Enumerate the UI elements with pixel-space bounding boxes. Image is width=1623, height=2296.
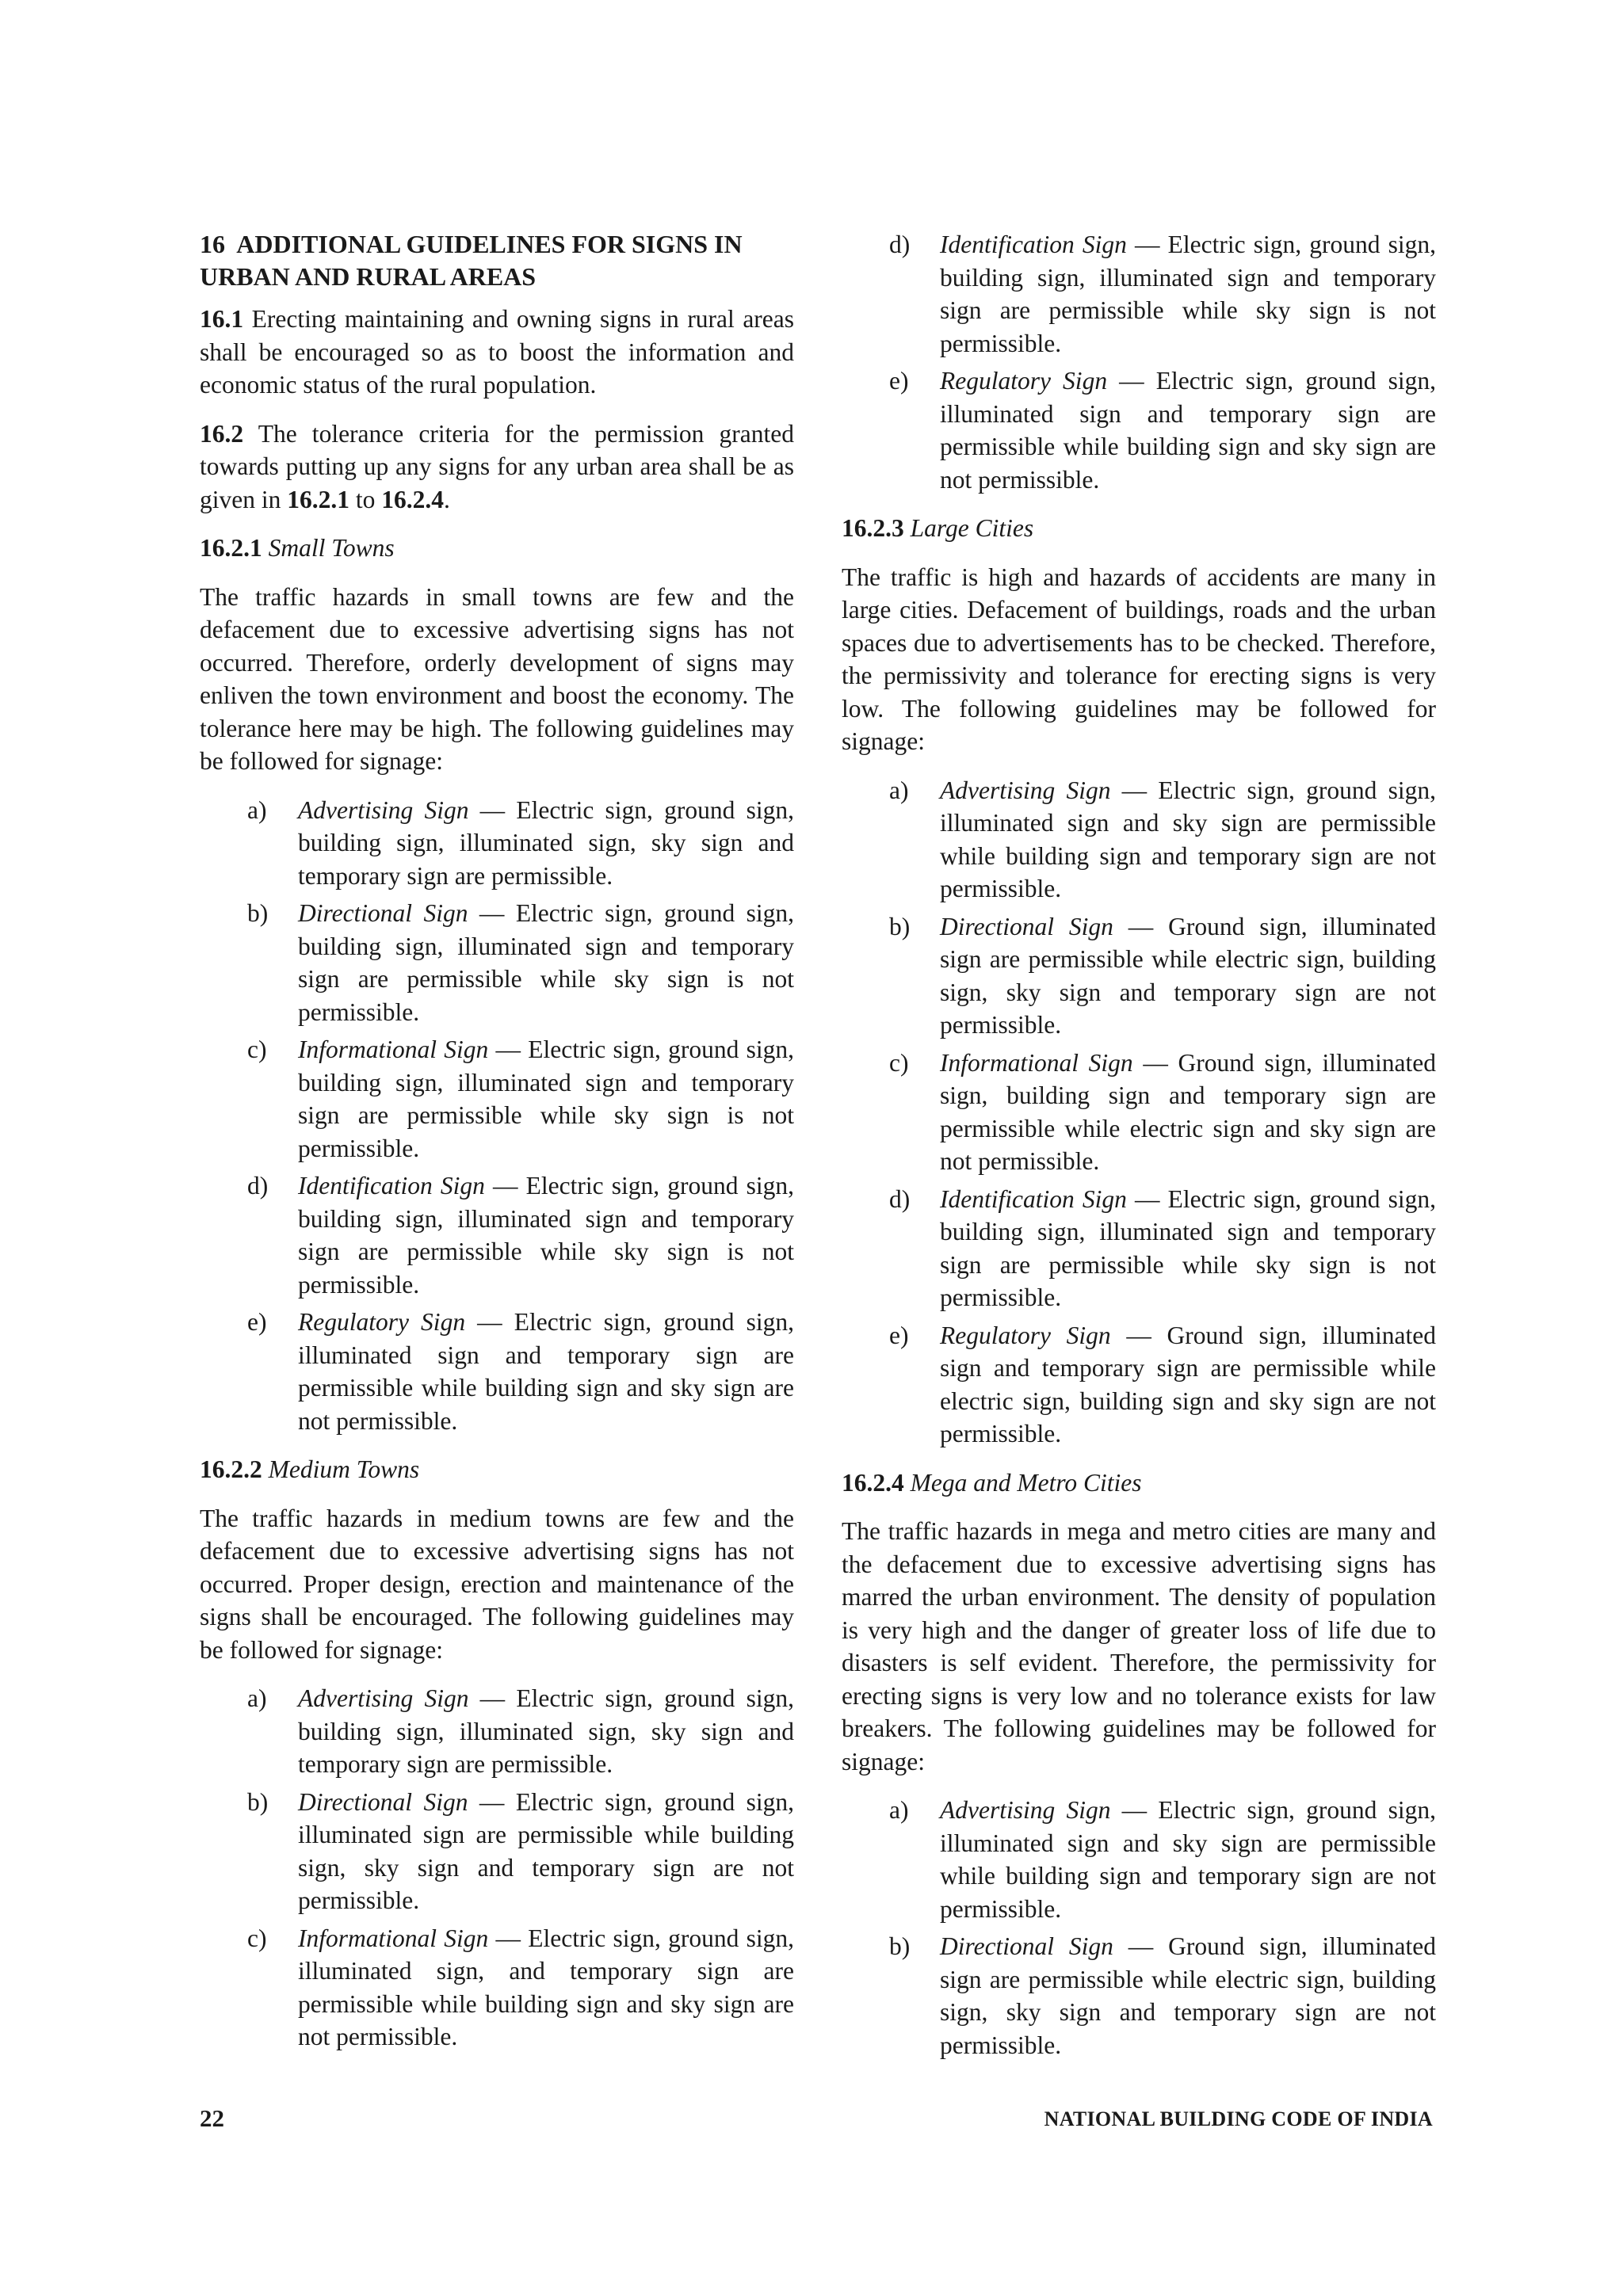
item-title: Directional Sign	[940, 1932, 1113, 1960]
list-item	[842, 1794, 1436, 1925]
guideline-list-medium-towns-part1	[200, 1682, 794, 2054]
clause-text: Erecting maintaining and owning signs in rural areas shall be encouraged so as to boost the information and economic status of the rural population.	[200, 305, 795, 399]
item-label: a)	[889, 776, 909, 804]
item-title: Identification Sign	[298, 1172, 485, 1199]
paragraph-16-1	[200, 303, 794, 402]
item-text: — Electric sign, ground sign, illuminated sign and sky sign are permissible while building sign and temporary sign are not permissible.	[940, 776, 1436, 902]
left-column	[200, 228, 794, 2069]
item-title: Informational Sign	[298, 1035, 489, 1063]
item-text: — Electric sign, ground sign, building sign, illuminated sign and temporary sign are permissible while sky sign is not permissible.	[940, 231, 1436, 357]
paragraph-16-2	[200, 418, 794, 517]
item-text: — Electric sign, ground sign, illuminated sign and sky sign are permissible while building sign and temporary sign are not permissible.	[940, 1796, 1436, 1923]
subsection-title: Small Towns	[268, 534, 395, 562]
guideline-list-large-cities	[842, 774, 1436, 1451]
subsection-heading-large-cities	[842, 512, 1436, 545]
clause-number: 16.2	[200, 419, 244, 448]
item-label: b)	[889, 1932, 911, 1960]
list-item	[842, 1183, 1436, 1314]
item-title: Directional Sign	[298, 1787, 468, 1816]
item-label: c)	[247, 1035, 267, 1063]
item-title: Advertising Sign	[298, 795, 469, 824]
section-number: 16	[200, 230, 225, 258]
item-text: — Electric sign, ground sign, building sign, illuminated sign, sky sign and temporary sign are permissible.	[298, 795, 794, 890]
item-label: b)	[889, 912, 911, 940]
item-text: — Electric sign, ground sign, building sign, illuminated sign and temporary sign are permissible while sky sign is not permissible.	[298, 1035, 794, 1162]
list-item	[200, 1306, 794, 1437]
right-column	[842, 228, 1436, 2077]
list-item	[842, 1319, 1436, 1451]
subsection-number: 16.2.4	[842, 1468, 904, 1497]
cross-reference: 16.2.4	[381, 485, 445, 513]
subsection-title: Medium Towns	[268, 1455, 420, 1483]
item-title: Directional Sign	[298, 899, 468, 927]
item-title: Directional Sign	[940, 912, 1113, 940]
item-text: — Ground sign, illuminated sign and temporary sign are permissible while electric sign, building sign and sky sign are not permissible.	[940, 1321, 1436, 1447]
item-label: c)	[889, 1048, 909, 1077]
item-text: — Electric sign, ground sign, illuminated sign and temporary sign are permissible while building sign and sky sign are not permissible.	[940, 367, 1437, 494]
list-item	[200, 1033, 794, 1165]
subsection-number: 16.2.3	[842, 514, 904, 542]
item-title: Identification Sign	[940, 231, 1127, 258]
subsection-heading-medium-towns	[200, 1453, 794, 1486]
item-title: Regulatory Sign	[298, 1308, 466, 1336]
guideline-list-mega-cities	[842, 1794, 1436, 2061]
publication-title: NATIONAL BUILDING CODE OF INDIA	[1044, 2107, 1433, 2130]
item-label: a)	[247, 1684, 267, 1712]
item-label: d)	[889, 231, 911, 258]
connector-text: to	[355, 485, 376, 513]
guideline-list-small-towns	[200, 794, 794, 1438]
list-item	[842, 228, 1436, 360]
item-title: Regulatory Sign	[940, 367, 1108, 395]
item-title: Advertising Sign	[940, 776, 1111, 804]
list-item	[842, 364, 1436, 496]
page-number: 22	[200, 2104, 224, 2132]
item-text: — Electric sign, ground sign, building sign, illuminated sign, sky sign and temporary sign are permissible.	[298, 1684, 794, 1778]
list-item	[842, 1047, 1436, 1178]
list-item	[842, 774, 1436, 906]
item-label: b)	[247, 1787, 269, 1816]
item-label: e)	[889, 1321, 909, 1349]
subsection-intro: The traffic is high and hazards of accidents are many in large cities. Defacement of buildings, roads and the urban spaces due to advertisements has to be checked. Therefore, the permissivity and tolerance for erecting signs is very low. The following guidelines may be followed for signage:	[842, 563, 1436, 755]
subsection-heading-mega-cities	[842, 1466, 1436, 1500]
subsection-intro: The traffic hazards in medium towns are few and the defacement due to excessive advertising signs has not occurred. Proper design, erection and maintenance of the signs shall be encouraged. The following guidelines may be followed for signage:	[200, 1504, 794, 1664]
item-text: — Ground sign, illuminated sign, building sign and temporary sign are permissible while electric sign and sky sign are not permissible.	[940, 1048, 1436, 1175]
cross-reference: 16.2.1	[287, 485, 349, 513]
subsection-number: 16.2.1	[200, 534, 262, 562]
item-label: a)	[889, 1796, 909, 1824]
item-label: b)	[247, 899, 269, 927]
item-label: a)	[247, 795, 267, 824]
list-item	[200, 1682, 794, 1781]
item-title: Informational Sign	[298, 1924, 489, 1952]
guideline-list-medium-towns-part2	[842, 228, 1436, 496]
list-item	[842, 1930, 1436, 2061]
item-title: Advertising Sign	[940, 1796, 1111, 1824]
clause-text: The tolerance criteria for the permission granted towards putting up any signs for any urban area shall be as given in	[200, 419, 794, 513]
subsection-intro: The traffic hazards in small towns are few and the defacement due to excessive advertising signs has not occurred. Therefore, orderly development of signs may enliven the town environment and boost the economy. The tolerance here may be high. The following guidelines may be followed for signage:	[200, 582, 794, 775]
section-heading	[200, 228, 794, 293]
item-label: d)	[889, 1184, 911, 1213]
subsection-title: Large Cities	[910, 514, 1034, 542]
sentence-end: .	[444, 485, 450, 513]
item-label: e)	[247, 1308, 267, 1336]
list-item	[842, 910, 1436, 1042]
item-text: — Electric sign, ground sign, illuminated sign and temporary sign are permissible while building sign and sky sign are not permissible.	[298, 1308, 795, 1435]
clause-number: 16.1	[200, 305, 244, 333]
item-label: d)	[247, 1172, 269, 1199]
item-text: — Electric sign, ground sign, illuminated sign are permissible while building sign, sky sign and temporary sign are not permissible.	[298, 1787, 794, 1914]
list-item	[200, 1169, 794, 1301]
item-text: — Ground sign, illuminated sign are permissible while electric sign, building sign, sky sign and temporary sign are not permissible.	[940, 1932, 1436, 2059]
section-title: ADDITIONAL GUIDELINES FOR SIGNS IN URBAN AND RURAL AREAS	[200, 230, 743, 291]
list-item	[200, 1922, 794, 2054]
list-item	[200, 794, 794, 893]
list-item	[200, 897, 794, 1028]
item-title: Informational Sign	[940, 1048, 1133, 1077]
item-label: e)	[889, 367, 909, 395]
item-label: c)	[247, 1924, 267, 1952]
item-title: Identification Sign	[940, 1184, 1127, 1213]
subsection-heading-small-towns	[200, 532, 794, 565]
item-text: — Electric sign, ground sign, building sign, illuminated sign and temporary sign are permissible while sky sign is not permissible.	[298, 899, 794, 1026]
item-text: — Electric sign, ground sign, illuminated sign, and temporary sign are permissible while building sign and sky sign are not permissible.	[298, 1924, 794, 2050]
list-item	[200, 1786, 794, 1917]
item-title: Advertising Sign	[298, 1684, 469, 1712]
item-text: — Electric sign, ground sign, building sign, illuminated sign and temporary sign are permissible while sky sign is not permissible.	[298, 1172, 794, 1299]
item-text: — Ground sign, illuminated sign are permissible while electric sign, building sign, sky sign and temporary sign are not permissible.	[940, 912, 1436, 1039]
subsection-number: 16.2.2	[200, 1455, 262, 1483]
subsection-title: Mega and Metro Cities	[910, 1468, 1142, 1497]
subsection-intro: The traffic hazards in mega and metro cities are many and the defacement due to excessive advertising signs has marred the urban environment. The density of population is very high and the danger of greater loss of life due to disasters is self evident. Therefore, the permissivity for erecting signs is very low and no tolerance exists for law breakers. The following guidelines may be followed for signage:	[842, 1517, 1436, 1775]
item-title: Regulatory Sign	[940, 1321, 1111, 1349]
item-text: — Electric sign, ground sign, building sign, illuminated sign and temporary sign are permissible while sky sign is not permissible.	[940, 1184, 1436, 1311]
